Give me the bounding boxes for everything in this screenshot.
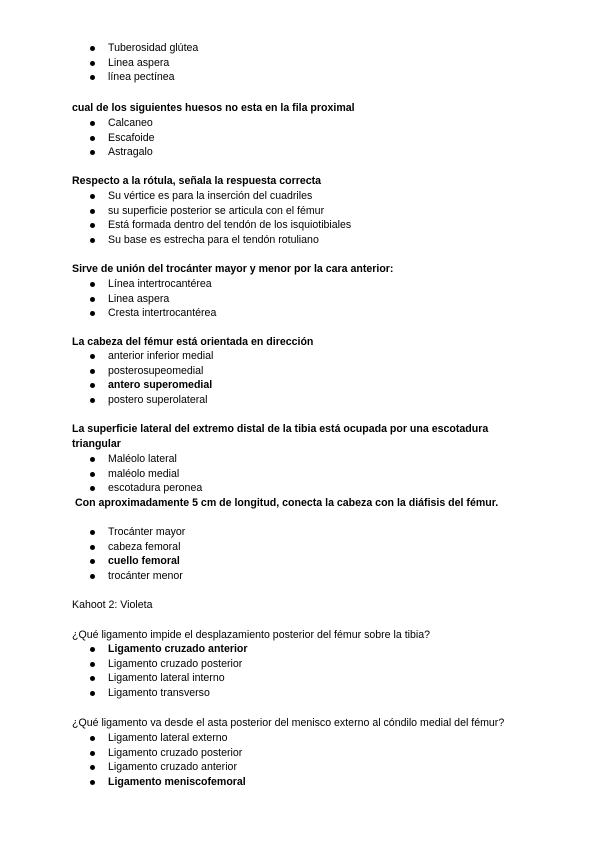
list-item: Maléolo lateral bbox=[0, 452, 600, 467]
question-heading: La cabeza del fémur está orientada en dirección bbox=[72, 336, 314, 348]
bullet-icon bbox=[90, 676, 95, 681]
answer-list-2 bbox=[0, 189, 600, 247]
list-item: Ligamento lateral externo bbox=[0, 731, 600, 746]
list-item: Su vértice es para la inserción del cuadriles bbox=[0, 189, 600, 204]
answer-list-0 bbox=[0, 41, 600, 85]
question-heading: cual de los siguientes huesos no esta en la fila proximal bbox=[72, 102, 355, 114]
answer-list-9 bbox=[0, 731, 600, 789]
bullet-icon bbox=[90, 751, 95, 756]
list-item: anterior inferior medial bbox=[0, 349, 600, 364]
bullet-icon bbox=[90, 209, 95, 214]
list-item: Ligamento cruzado anterior bbox=[0, 760, 600, 775]
list-item: Tuberosidad glútea bbox=[0, 41, 600, 56]
question-heading: ¿Qué ligamento va desde el asta posterior del menisco externo al cóndilo medial del fémur? bbox=[72, 717, 505, 729]
bullet-icon bbox=[90, 559, 95, 564]
bullet-icon bbox=[90, 297, 95, 302]
bullet-icon bbox=[90, 398, 95, 403]
list-item: línea pectínea bbox=[0, 70, 600, 85]
answer-list-8 bbox=[0, 642, 600, 700]
list-item: maléolo medial bbox=[0, 467, 600, 482]
list-item: Su base es estrecha para el tendón rotuliano bbox=[0, 233, 600, 248]
section-heading: Kahoot 2: Violeta bbox=[72, 599, 153, 611]
list-item: Calcaneo bbox=[0, 116, 600, 131]
list-item: Linea aspera bbox=[0, 56, 600, 71]
bullet-icon bbox=[90, 369, 95, 374]
list-item-correct: Ligamento meniscofemoral bbox=[0, 775, 600, 790]
question-heading: ¿Qué ligamento impide el desplazamiento posterior del fémur sobre la tibia? bbox=[72, 629, 431, 641]
bullet-icon bbox=[90, 311, 95, 316]
list-item: Astragalo bbox=[0, 145, 600, 160]
list-item: Trocánter mayor bbox=[0, 525, 600, 540]
answer-list-5 bbox=[0, 452, 600, 496]
answer-list-1 bbox=[0, 116, 600, 160]
question-heading: Con aproximadamente 5 cm de longitud, conecta la cabeza con la diáfisis del fémur. bbox=[72, 497, 499, 509]
bullet-icon bbox=[90, 486, 95, 491]
list-item: Ligamento lateral interno bbox=[0, 671, 600, 686]
bullet-icon bbox=[90, 383, 95, 388]
bullet-icon bbox=[90, 545, 95, 550]
bullet-icon bbox=[90, 780, 95, 785]
question-heading: Respecto a la rótula, señala la respuesta correcta bbox=[72, 175, 322, 187]
bullet-icon bbox=[90, 647, 95, 652]
bullet-icon bbox=[90, 150, 95, 155]
list-item: Ligamento cruzado posterior bbox=[0, 746, 600, 761]
bullet-icon bbox=[90, 194, 95, 199]
list-item: postero superolateral bbox=[0, 393, 600, 408]
bullet-icon bbox=[90, 354, 95, 359]
bullet-icon bbox=[90, 530, 95, 535]
list-item: Ligamento cruzado posterior bbox=[0, 657, 600, 672]
bullet-icon bbox=[90, 223, 95, 228]
list-item: su superficie posterior se articula con el fémur bbox=[0, 204, 600, 219]
list-item: Línea intertrocantérea bbox=[0, 277, 600, 292]
bullet-icon bbox=[90, 136, 95, 141]
bullet-icon bbox=[90, 765, 95, 770]
bullet-icon bbox=[90, 121, 95, 126]
list-item-correct: Ligamento cruzado anterior bbox=[0, 642, 600, 657]
list-item: Escafoide bbox=[0, 131, 600, 146]
bullet-icon bbox=[90, 282, 95, 287]
list-item-correct: cuello femoral bbox=[0, 554, 600, 569]
bullet-icon bbox=[90, 75, 95, 80]
answer-list-4 bbox=[0, 349, 600, 407]
list-item: trocánter menor bbox=[0, 569, 600, 584]
question-heading: Sirve de unión del trocánter mayor y menor por la cara anterior: bbox=[72, 263, 394, 275]
bullet-icon bbox=[90, 61, 95, 66]
list-item: posterosupeomedial bbox=[0, 364, 600, 379]
list-item: Ligamento transverso bbox=[0, 686, 600, 701]
bullet-icon bbox=[90, 238, 95, 243]
answer-list-6 bbox=[0, 525, 600, 583]
list-item-correct: antero superomedial bbox=[0, 378, 600, 393]
answer-list-3 bbox=[0, 277, 600, 321]
list-item: cabeza femoral bbox=[0, 540, 600, 555]
bullet-icon bbox=[90, 46, 95, 51]
bullet-icon bbox=[90, 457, 95, 462]
bullet-icon bbox=[90, 736, 95, 741]
bullet-icon bbox=[90, 662, 95, 667]
list-item: escotadura peronea bbox=[0, 481, 600, 496]
bullet-icon bbox=[90, 472, 95, 477]
list-item: Linea aspera bbox=[0, 292, 600, 307]
bullet-icon bbox=[90, 574, 95, 579]
question-heading: La superficie lateral del extremo distal de la tibia está ocupada por una escotadura triangular bbox=[72, 423, 489, 450]
bullet-icon bbox=[90, 691, 95, 696]
list-item: Está formada dentro del tendón de los isquiotibiales bbox=[0, 218, 600, 233]
list-item: Cresta intertrocantérea bbox=[0, 306, 600, 321]
